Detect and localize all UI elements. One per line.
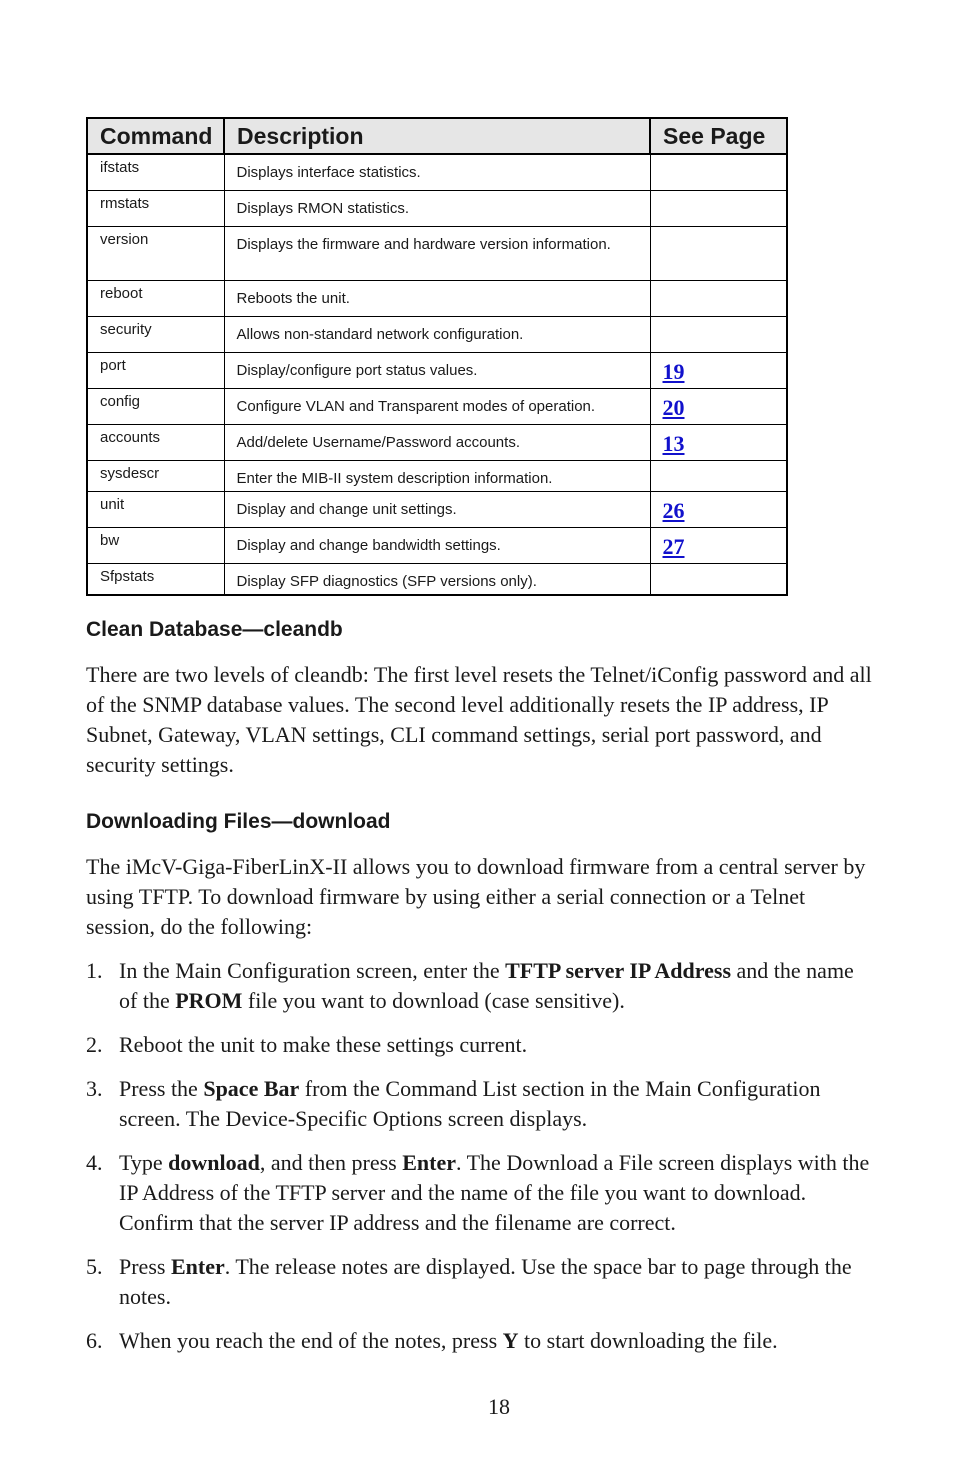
table-row [87, 461, 787, 492]
step-number: 2. [86, 1032, 103, 1057]
see-page-cell [650, 389, 787, 425]
command-description: Displays interface statistics. [236, 164, 421, 181]
description-cell [224, 353, 650, 389]
see-page-cell [650, 154, 787, 191]
description-cell [224, 461, 650, 492]
step-text: to start downloading the file. [518, 1328, 778, 1353]
step-bold-text: Space Bar [203, 1076, 300, 1101]
step-number: 6. [86, 1328, 103, 1353]
command-description: Display SFP diagnostics (SFP versions only). [236, 573, 537, 590]
command-name: version [100, 231, 149, 248]
header-description: Description [224, 118, 650, 154]
command-name: rmstats [100, 195, 150, 212]
section-heading-cleandb: Clean Database—cleandb [86, 618, 343, 641]
page-link[interactable]: 19 [662, 359, 685, 384]
step-text: , and then press [259, 1150, 403, 1175]
command-cell [87, 425, 224, 461]
table-row [87, 564, 787, 596]
command-description: Configure VLAN and Transparent modes of operation. [236, 398, 596, 415]
page-link[interactable]: 20 [662, 395, 685, 420]
table-row [87, 389, 787, 425]
command-description: Display/configure port status values. [236, 362, 478, 379]
page-link[interactable]: 26 [662, 498, 685, 523]
command-name: security [100, 321, 152, 338]
table-row [87, 425, 787, 461]
command-cell [87, 389, 224, 425]
section-heading-download: Downloading Files—download [86, 810, 391, 833]
table-row [87, 353, 787, 389]
step-text: Type [119, 1150, 169, 1175]
description-cell [224, 425, 650, 461]
step-text: Press the [119, 1076, 204, 1101]
step-bold-text: Enter [170, 1254, 225, 1279]
page-number: 18 [488, 1394, 510, 1419]
command-name: unit [100, 496, 125, 513]
description-cell [224, 317, 650, 353]
page-link[interactable]: 27 [662, 534, 685, 559]
header-command: Command [87, 118, 224, 154]
description-cell [224, 528, 650, 564]
see-page-cell [650, 492, 787, 528]
step-item [86, 1252, 876, 1312]
table-header-row [87, 118, 787, 154]
step-bold-text: Y [502, 1328, 519, 1353]
paragraph-cleandb: There are two levels of cleandb: The first level resets the Telnet/iConfig password and all of the SNMP database values. The second level additionally resets the IP address, IP Subnet, Gateway, VLAN settings, CLI command settings, serial port password, and security settings. [86, 662, 872, 777]
header-see-page: See Page [650, 118, 787, 154]
command-name: sysdescr [100, 465, 160, 482]
step-item [86, 1030, 876, 1060]
command-cell [87, 227, 224, 281]
description-cell [224, 564, 650, 596]
description-cell [224, 281, 650, 317]
step-number: 4. [86, 1150, 103, 1175]
step-text: from the Command List section in the Main Configuration screen. The Device-Specific Options screen displays. [119, 1076, 821, 1131]
page-link[interactable]: 13 [662, 431, 685, 456]
step-text: Press [119, 1254, 171, 1279]
description-cell [224, 154, 650, 191]
table-row [87, 191, 787, 227]
step-text: . The Download a File screen displays with the IP Address of the TFTP server and the name of the file you want to download. Confirm that the server IP address and the filename are correct. [119, 1150, 870, 1235]
table-row [87, 528, 787, 564]
command-table [86, 117, 788, 596]
see-page-cell [650, 461, 787, 492]
step-bold-text: PROM [175, 988, 243, 1013]
command-cell [87, 461, 224, 492]
step-text: file you want to download (case sensitive). [242, 988, 625, 1013]
command-name: config [100, 393, 141, 410]
command-cell [87, 492, 224, 528]
command-cell [87, 191, 224, 227]
command-name: bw [100, 532, 120, 549]
command-name: Sfpstats [100, 568, 155, 585]
command-description: Allows non-standard network configuration. [236, 326, 524, 343]
step-item [86, 956, 876, 1016]
command-description: Display and change bandwidth settings. [236, 537, 501, 554]
step-text: and the name of the [119, 958, 854, 1013]
table-row [87, 317, 787, 353]
see-page-cell [650, 317, 787, 353]
description-cell [224, 191, 650, 227]
table-row [87, 281, 787, 317]
see-page-cell [650, 281, 787, 317]
step-number: 5. [86, 1254, 103, 1279]
command-description: Enter the MIB-II system description information. [236, 470, 553, 487]
command-cell [87, 528, 224, 564]
step-number: 1. [86, 958, 103, 983]
table-row [87, 154, 787, 191]
command-cell [87, 564, 224, 596]
table-row [87, 492, 787, 528]
step-text: When you reach the end of the notes, press [119, 1328, 503, 1353]
command-description: Reboots the unit. [236, 290, 350, 307]
command-name: port [100, 357, 126, 374]
command-name: accounts [100, 429, 161, 446]
command-cell [87, 154, 224, 191]
step-bold-text: Enter [402, 1150, 457, 1175]
command-cell [87, 317, 224, 353]
step-text: . The release notes are displayed. Use the space bar to page through the notes. [119, 1254, 852, 1309]
paragraph-download: The iMcV-Giga-FiberLinX-II allows you to download firmware from a central server by using TFTP. To download firmware by using either a serial connection or a Telnet session, do the following: [86, 854, 866, 939]
step-item [86, 1074, 876, 1134]
command-description: Displays the firmware and hardware version information. [236, 236, 611, 253]
command-name: ifstats [100, 159, 140, 176]
step-item [86, 1148, 876, 1238]
see-page-cell [650, 425, 787, 461]
see-page-cell [650, 227, 787, 281]
step-text: Reboot the unit to make these settings current. [119, 1032, 528, 1057]
description-cell [224, 389, 650, 425]
see-page-cell [650, 564, 787, 596]
step-text: In the Main Configuration screen, enter the [119, 958, 506, 983]
command-cell [87, 281, 224, 317]
step-bold-text: TFTP server IP Address [505, 958, 732, 983]
command-cell [87, 353, 224, 389]
see-page-cell [650, 191, 787, 227]
step-number: 3. [86, 1076, 103, 1101]
command-name: reboot [100, 285, 143, 302]
step-item [86, 1326, 876, 1356]
table-row [87, 227, 787, 281]
command-description: Add/delete Username/Password accounts. [236, 434, 520, 451]
command-description: Display and change unit settings. [236, 501, 457, 518]
description-cell [224, 227, 650, 281]
command-description: Displays RMON statistics. [236, 200, 410, 217]
step-bold-text: download [168, 1150, 260, 1175]
see-page-cell [650, 528, 787, 564]
description-cell [224, 492, 650, 528]
download-steps-list [86, 956, 876, 1370]
see-page-cell [650, 353, 787, 389]
